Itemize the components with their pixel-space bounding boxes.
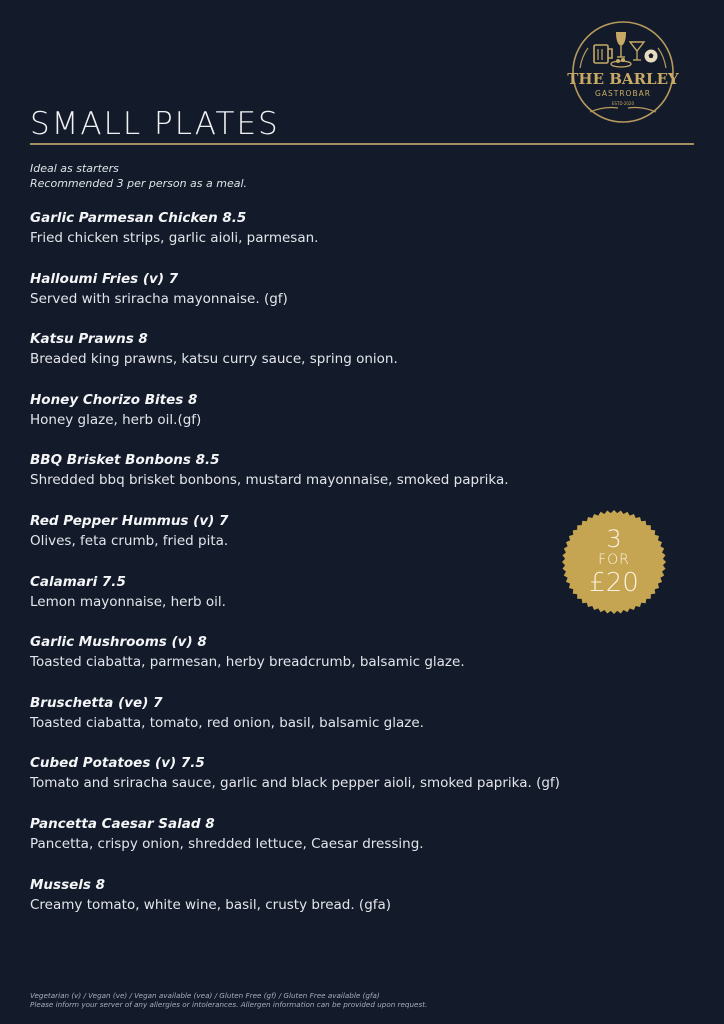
item-description: Toasted ciabatta, tomato, red onion, basil, balsamic glaze. [30, 714, 424, 731]
menu-items-list [30, 208, 630, 935]
item-description: Honey glaze, herb oil.(gf) [30, 411, 202, 428]
menu-item [30, 753, 630, 814]
dietary-legend: Vegetarian (v) / Vegan (ve) / Vegan available (vea) / Gluten Free (gf) / Gluten Free available (gfa) [30, 991, 380, 1000]
barley-logo-icon [566, 20, 680, 124]
menu-item [30, 450, 630, 511]
section-title: SMALL PLATES [30, 106, 280, 142]
item-name: BBQ Brisket Bonbons 8.5 [30, 452, 220, 469]
offer-for-label: FOR [598, 552, 630, 568]
item-name: Red Pepper Hummus (v) 7 [30, 512, 229, 529]
item-name: Bruschetta (ve) 7 [30, 694, 163, 711]
menu-item [30, 390, 630, 451]
offer-quantity: 3 [606, 525, 622, 553]
item-name: Garlic Mushrooms (v) 8 [30, 634, 207, 651]
item-description: Breaded king prawns, katsu curry sauce, spring onion. [30, 351, 398, 368]
item-description: Toasted ciabatta, parmesan, herby breadcrumb, balsamic glaze. [30, 654, 465, 671]
item-description: Olives, feta crumb, fried pita. [30, 532, 229, 549]
allergy-note: Please inform your server of any allergies or intolerances. Allergen information can be provided upon request. [30, 999, 428, 1009]
item-name: Honey Chorizo Bites 8 [30, 391, 198, 408]
item-name: Halloumi Fries (v) 7 [30, 270, 179, 287]
item-description: Served with sriracha mayonnaise. (gf) [30, 290, 288, 307]
item-name: Calamari 7.5 [30, 573, 126, 590]
menu-item [30, 208, 630, 269]
intro-line: Ideal as starters [30, 162, 119, 175]
item-description: Tomato and sriracha sauce, garlic and black pepper aioli, smoked paprika. (gf) [30, 775, 560, 792]
menu-item [30, 572, 630, 633]
item-description: Lemon mayonnaise, herb oil. [30, 593, 226, 610]
menu-item [30, 269, 630, 330]
svg-text:GASTROBAR: GASTROBAR [595, 89, 651, 98]
dietary-footer [30, 992, 427, 1009]
menu-item [30, 693, 630, 754]
svg-text:THE BARLEY: THE BARLEY [567, 70, 679, 88]
svg-text:ESTD·2020: ESTD·2020 [611, 101, 635, 106]
intro-line: Recommended 3 per person as a meal. [30, 177, 248, 190]
item-name: Pancetta Caesar Salad 8 [30, 815, 215, 832]
title-divider [30, 143, 694, 145]
menu-item [30, 511, 630, 572]
item-name: Mussels 8 [30, 876, 106, 893]
item-description: Fried chicken strips, garlic aioli, parmesan. [30, 230, 319, 246]
item-name: Katsu Prawns 8 [30, 331, 148, 348]
brand-logo [566, 20, 680, 124]
offer-price: £20 [589, 568, 639, 598]
offer-badge [561, 509, 667, 615]
menu-item [30, 875, 630, 936]
item-description: Shredded bbq brisket bonbons, mustard mayonnaise, smoked paprika. [30, 472, 509, 489]
item-name: Garlic Parmesan Chicken 8.5 [30, 210, 247, 226]
item-description: Pancetta, crispy onion, shredded lettuce, Caesar dressing. [30, 835, 424, 852]
menu-item [30, 329, 630, 390]
offer-badge-text [561, 509, 667, 615]
item-description: Creamy tomato, white wine, basil, crusty bread. (gfa) [30, 896, 392, 913]
section-intro [30, 161, 247, 191]
menu-item [30, 632, 630, 693]
menu-item [30, 814, 630, 875]
item-name: Cubed Potatoes (v) 7.5 [30, 755, 205, 772]
